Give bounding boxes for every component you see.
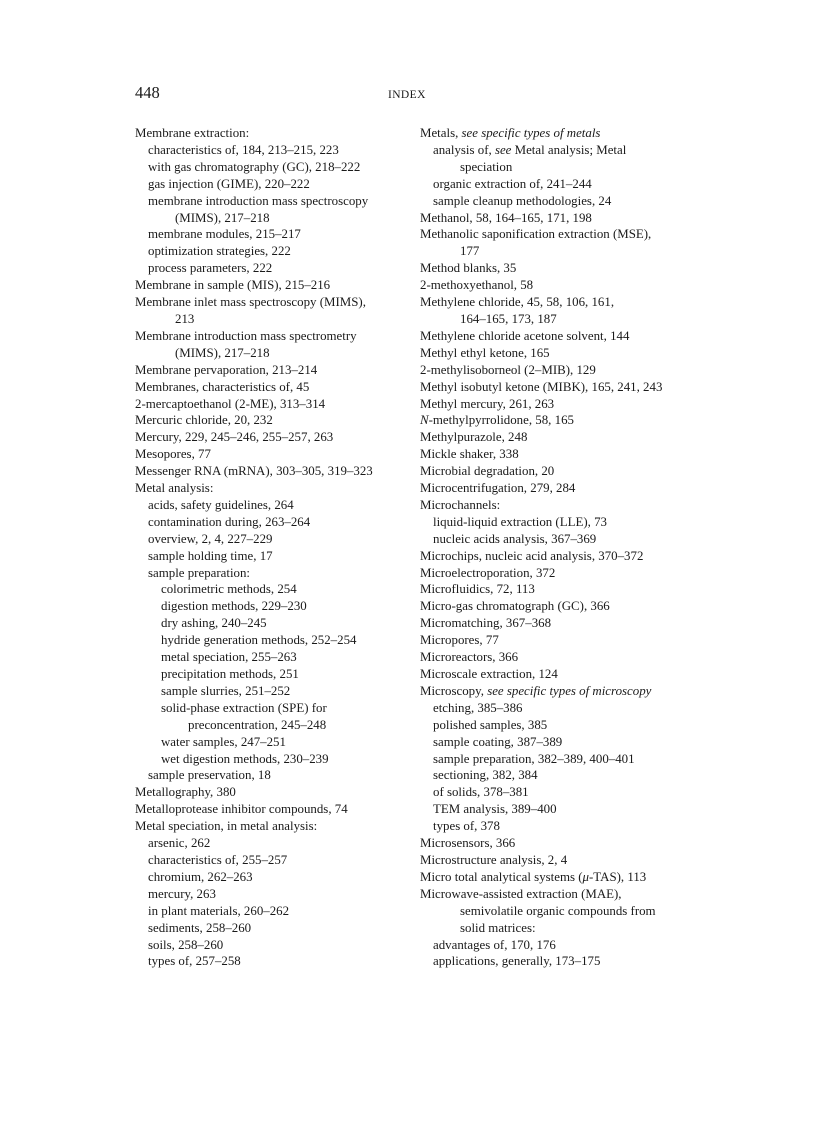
index-entry: [420, 277, 708, 294]
index-subentry: characteristics of, 184, 213–215, 223: [148, 142, 339, 157]
index-entry-italic-part: see specific types of metals: [461, 126, 601, 140]
index-entry: [420, 886, 708, 903]
index-entry: [420, 446, 708, 463]
index-subentry: [420, 920, 708, 937]
index-subentry: [420, 514, 708, 531]
index-subentry: acids, safety guidelines, 264: [148, 497, 294, 512]
index-entry: [420, 328, 708, 345]
index-entry: Membrane in sample (MIS), 215–216: [135, 278, 331, 293]
index-column-left: [135, 125, 417, 970]
index-entry: [420, 497, 708, 514]
index-subentry: characteristics of, 255–257: [148, 852, 288, 867]
index-entry-part: Methyl ethyl ketone, 165: [420, 345, 550, 360]
index-subentry: colorimetric methods, 254: [161, 582, 297, 597]
index-subentry: membrane modules, 215–217: [148, 227, 301, 242]
index-entry: [420, 615, 708, 632]
index-entry: Mercury, 229, 245–246, 255–257, 263: [135, 430, 334, 445]
index-entry: Metallography, 380: [135, 785, 236, 800]
index-entry-part: semivolatile organic compounds from: [460, 903, 656, 918]
index-entry: [420, 632, 708, 649]
index-entry: [420, 396, 708, 413]
index-subentry: arsenic, 262: [148, 836, 211, 851]
index-entry-part: 177: [460, 244, 480, 259]
index-subentry: [420, 193, 708, 210]
index-entry-part: organic extraction of, 241–244: [433, 176, 592, 191]
index-subentry: chromium, 262–263: [148, 869, 253, 884]
index-entry-part: Microelectroporation, 372: [420, 565, 556, 580]
index-subentry: solid-phase extraction (SPE) for: [161, 700, 327, 715]
index-entry-part: nucleic acids analysis, 367–369: [433, 531, 597, 546]
index-subentry: [420, 311, 708, 328]
index-entry: Messenger RNA (mRNA), 303–305, 319–323: [135, 464, 373, 479]
index-subentry: precipitation methods, 251: [161, 667, 299, 681]
index-entry: Metal speciation, in metal analysis:: [135, 819, 318, 834]
index-entry: Metalloprotease inhibitor compounds, 74: [135, 802, 348, 817]
index-subentry: [420, 801, 708, 818]
index-entry-part: -TAS), 113: [589, 869, 647, 884]
index-subentry: [420, 159, 708, 176]
index-entry-part: polished samples, 385: [433, 717, 548, 732]
index-subentry: membrane introduction mass spectroscopy: [148, 193, 369, 208]
index-subentry: dry ashing, 240–245: [161, 616, 267, 631]
index-entry: [420, 835, 708, 852]
index-entry-part: sample cleanup methodologies, 24: [433, 193, 612, 208]
index-entry: [420, 598, 708, 615]
index-subentry: sample slurries, 251–252: [161, 683, 291, 698]
index-entry: [420, 581, 708, 598]
index-entry: [420, 480, 708, 497]
index-entry-part: analysis of,: [433, 142, 495, 157]
index-entry-part: Metal analysis; Metal: [511, 142, 627, 157]
index-entry-part: TEM analysis, 389–400: [433, 802, 557, 817]
index-subentry: [420, 953, 708, 970]
index-entry-part: 164–165, 173, 187: [460, 311, 557, 326]
index-subentry: types of, 257–258: [148, 954, 241, 969]
index-subentry: 213: [175, 311, 195, 326]
index-entry: [420, 463, 708, 480]
index-entry-part: Microbial degradation, 20: [420, 464, 555, 479]
index-entry-part: Microscopy,: [420, 683, 488, 698]
index-subentry: sample preservation, 18: [148, 768, 271, 783]
index-subentry: sample holding time, 17: [148, 548, 273, 563]
index-subentry: water samples, 247–251: [161, 734, 286, 749]
index-entry-italic-part: N: [420, 413, 429, 428]
index-entry: [420, 429, 708, 446]
index-entry-part: Methylpurazole, 248: [420, 430, 528, 445]
index-entry: [420, 226, 708, 243]
index-entry: [420, 362, 708, 379]
index-entry-part: Micropores, 77: [420, 633, 499, 648]
index-entry: Membrane extraction:: [135, 126, 250, 140]
index-entry-part: applications, generally, 173–175: [433, 954, 601, 969]
index-column-right: [420, 125, 708, 970]
index-entry-part: Microreactors, 366: [420, 650, 519, 665]
index-subentry: process parameters, 222: [148, 261, 273, 276]
index-entry-part: Methylene chloride acetone solvent, 144: [420, 328, 630, 343]
index-subentry: with gas chromatography (GC), 218–222: [148, 159, 361, 174]
index-subentry: [420, 818, 708, 835]
index-entry-part: Microwave-assisted extraction (MAE),: [420, 886, 622, 901]
index-entry: Membranes, characteristics of, 45: [135, 379, 310, 394]
index-subentry: [420, 531, 708, 548]
index-entry: [420, 345, 708, 362]
index-entry: [420, 683, 708, 700]
index-entry-part: speciation: [460, 159, 513, 174]
index-subentry: [420, 717, 708, 734]
index-subentry: metal speciation, 255–263: [161, 650, 297, 665]
index-subentry: wet digestion methods, 230–239: [161, 751, 329, 766]
index-entry-part: Micro-gas chromatograph (GC), 366: [420, 599, 610, 614]
index-subentry: (MIMS), 217–218: [175, 345, 270, 360]
index-subentry: soils, 258–260: [148, 937, 224, 952]
index-subentry: hydride generation methods, 252–254: [161, 633, 357, 648]
index-entry-italic-part: μ: [582, 869, 590, 884]
index-subentry: [420, 751, 708, 768]
running-head: INDEX: [388, 89, 426, 101]
index-entry-part: Microfluidics, 72, 113: [420, 582, 535, 597]
index-entry-part: sectioning, 382, 384: [433, 768, 538, 783]
index-subentry: contamination during, 263–264: [148, 514, 311, 529]
index-entry-part: Micro total analytical systems (: [420, 869, 583, 884]
index-entry: Mercuric chloride, 20, 232: [135, 413, 273, 428]
index-entry: [420, 379, 708, 396]
index-subentry: mercury, 263: [148, 886, 216, 901]
index-entry-italic-part: see: [494, 142, 512, 157]
index-entry: Membrane introduction mass spectrometry: [135, 328, 357, 343]
index-subentry: (MIMS), 217–218: [175, 210, 270, 225]
index-entry-part: liquid-liquid extraction (LLE), 73: [433, 514, 607, 529]
index-subentry: [420, 142, 708, 159]
index-entry: [420, 210, 708, 227]
index-subentry: preconcentration, 245–248: [188, 717, 327, 732]
index-entry: Membrane pervaporation, 213–214: [135, 362, 318, 377]
index-subentry: [420, 937, 708, 954]
index-entry-part: advantages of, 170, 176: [433, 937, 556, 952]
index-entry-part: types of, 378: [433, 819, 500, 834]
index-entry-part: Methyl isobutyl ketone (MIBK), 165, 241, 243: [420, 379, 663, 394]
index-entry: [420, 666, 708, 683]
index-subentry: [420, 784, 708, 801]
index-entry: [420, 565, 708, 582]
index-entry-part: Microsensors, 366: [420, 836, 516, 851]
index-subentry: [420, 243, 708, 260]
index-entry-part: Methylene chloride, 45, 58, 106, 161,: [420, 295, 615, 310]
index-entry-part: Method blanks, 35: [420, 261, 517, 276]
index-entry: [420, 869, 708, 886]
index-entry-part: Microcentrifugation, 279, 284: [420, 481, 576, 496]
index-entry-part: Micromatching, 367–368: [420, 616, 552, 631]
index-entry-part: Microchannels:: [420, 497, 501, 512]
index-subentry: gas injection (GIME), 220–222: [148, 176, 310, 191]
index-entry: Metal analysis:: [135, 481, 214, 496]
index-entry-part: of solids, 378–381: [433, 785, 529, 800]
index-entry: [420, 548, 708, 565]
index-subentry: in plant materials, 260–262: [148, 903, 290, 918]
page-number: 448: [135, 83, 160, 102]
index-subentry: sediments, 258–260: [148, 920, 252, 935]
index-entry-part: Microscale extraction, 124: [420, 667, 558, 681]
index-entry: 2-mercaptoethanol (2-ME), 313–314: [135, 396, 326, 411]
index-entry-part: Metals,: [420, 126, 462, 140]
index-entry-part: sample preparation, 382–389, 400–401: [433, 751, 635, 766]
index-entry: [420, 260, 708, 277]
index-subentry: [420, 903, 708, 920]
index-entry: [420, 294, 708, 311]
index-entry-part: 2-methoxyethanol, 58: [420, 278, 534, 293]
index-entry-part: -methylpyrrolidone, 58, 165: [428, 413, 574, 428]
index-entry: [420, 125, 708, 142]
index-subentry: digestion methods, 229–230: [161, 599, 307, 614]
index-entry: [420, 412, 708, 429]
index-entry-part: Methyl mercury, 261, 263: [420, 396, 555, 411]
index-entry-part: 2-methylisoborneol (2–MIB), 129: [420, 362, 596, 377]
index-subentry: overview, 2, 4, 227–229: [148, 531, 273, 546]
index-entry: [420, 649, 708, 666]
index-entry-part: Methanolic saponification extraction (MSE),: [420, 227, 652, 242]
index-entry: [420, 852, 708, 869]
index-entry: Mesopores, 77: [135, 447, 211, 462]
index-entry-italic-part: see specific types of microscopy: [487, 683, 652, 698]
index-subentry: [420, 767, 708, 784]
index-entry-part: sample coating, 387–389: [433, 734, 563, 749]
index-entry-part: Microstructure analysis, 2, 4: [420, 852, 568, 867]
index-subentry: [420, 700, 708, 717]
index-entry-part: solid matrices:: [460, 920, 536, 935]
index-entry-part: Microchips, nucleic acid analysis, 370–372: [420, 548, 644, 563]
index-entry-part: etching, 385–386: [433, 700, 523, 715]
index-entry-part: Mickle shaker, 338: [420, 447, 519, 462]
index-subentry: [420, 176, 708, 193]
index-subentry: optimization strategies, 222: [148, 244, 291, 259]
index-subentry: sample preparation:: [148, 565, 251, 580]
index-subentry: [420, 734, 708, 751]
index-entry: Membrane inlet mass spectroscopy (MIMS),: [135, 295, 366, 310]
index-entry-part: Methanol, 58, 164–165, 171, 198: [420, 210, 592, 225]
